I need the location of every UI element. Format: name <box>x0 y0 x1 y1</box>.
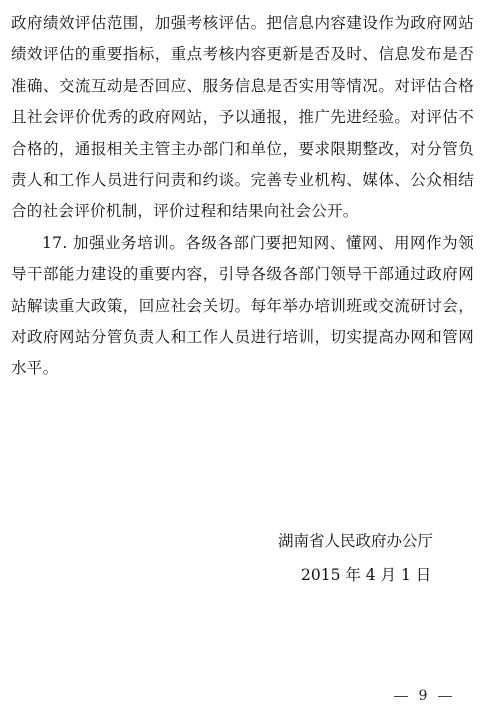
issue-date: 2015 年 4 月 1 日 <box>301 566 432 584</box>
page-number-value: 9 <box>418 688 428 704</box>
paragraph-training: 17. 加强业务培训。各级各部门要把知网、懂网、用网作为领导干部能力建设的重要内容，引导各级各部门领导干部通过政府网站解读重大政策，回应社会关切。每年举办培训班或交流研讨会，对政府网站分管负责人和工作人员进行培训，切实提高办网和管网水平。 <box>11 233 474 378</box>
issuing-organization: 湖南省人民政府办公厅 <box>278 532 434 550</box>
paragraph-evaluation: 政府绩效评估范围，加强考核评估。把信息内容建设作为政府网站绩效评估的重要指标，重点考核内容更新是否及时、信息发布是否准确、交流互动是否回应、服务信息是否实用等情况。对评估合格且社会评价优秀的政府网站，予以通报，推广先进经验。对评估不合格的，通报相关主管主办部门和单位，要求限期整改，对分管负责人和工作人员进行问责和约谈。完善专业机构、媒体、公众相结合的社会评价机制，评价过程和结果向社会公开。 <box>11 14 474 221</box>
document-body <box>11 8 474 385</box>
page-number <box>394 688 452 704</box>
page-number-right-dash <box>438 696 452 697</box>
page-number-left-dash <box>394 696 408 697</box>
